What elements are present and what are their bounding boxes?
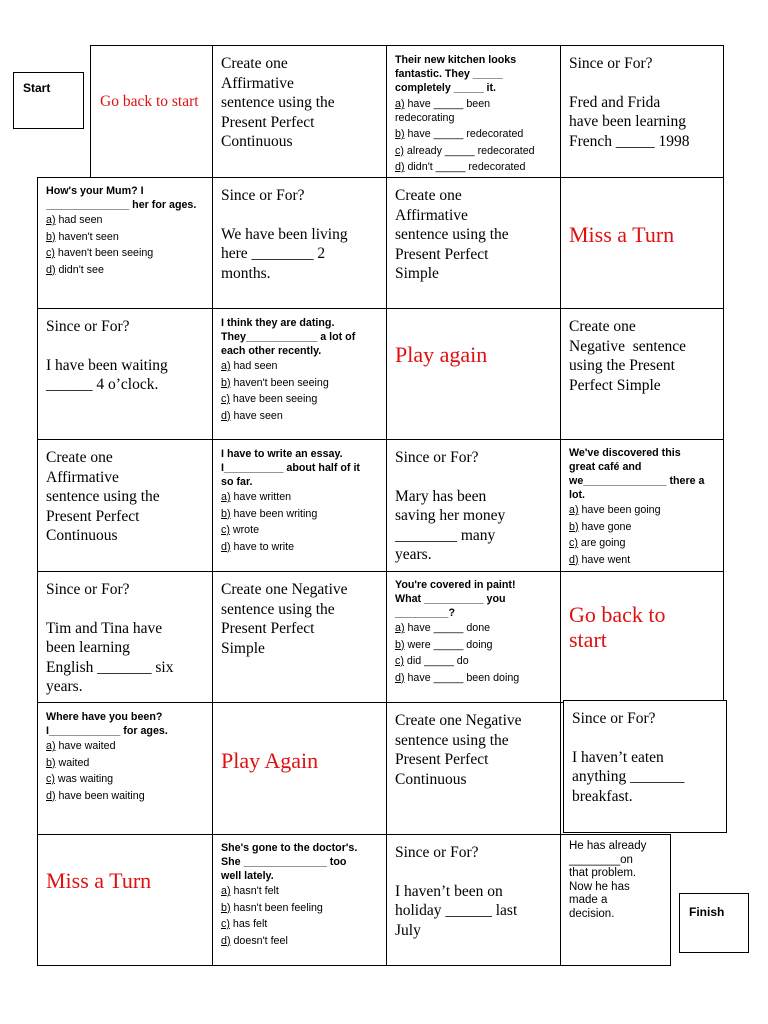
question-text: She's gone to the doctor's. She ______________ too well lately.: [221, 842, 358, 882]
text-line: ______ 4 o’clock.: [46, 376, 159, 393]
question-text: I think they are dating. They____________ a lot of each other recently.: [221, 317, 356, 357]
text-line: Present Perfect: [221, 113, 315, 131]
text-line: using the Present: [569, 357, 675, 374]
option: b) hasn't been feeling: [221, 901, 323, 914]
text-line: Now he has: [569, 880, 630, 893]
square-label: Miss a Turn: [569, 222, 675, 247]
text-line: English _______ six: [46, 658, 174, 676]
text-line: Simple: [221, 639, 265, 657]
square-miss-a-turn: [560, 177, 724, 309]
text-line: breakfast.: [572, 787, 633, 805]
text-line: We have been living: [221, 225, 348, 243]
option: a) had seen: [46, 214, 103, 226]
text-line: been learning: [46, 639, 130, 656]
option: a) have waited: [46, 740, 116, 752]
square-multiple-choice: [212, 439, 387, 572]
square-since-or-for: [37, 571, 213, 703]
text-line: sentence using the: [395, 731, 509, 749]
text-line: decision.: [569, 907, 615, 920]
text-line: Present Perfect: [395, 245, 489, 263]
square-title: Since or For?: [46, 581, 130, 598]
option: a) have been going: [569, 504, 661, 516]
square-play-again: [386, 308, 561, 440]
text-line: Create one Negative: [221, 581, 348, 598]
text-line: Create one Negative: [395, 712, 522, 729]
text-line: Continuous: [46, 527, 118, 544]
answer-options: [221, 358, 380, 424]
text-line: months.: [221, 264, 271, 282]
option: d) doesn't feel: [221, 934, 288, 947]
option: d) have been waiting: [46, 789, 145, 802]
finish-square: [679, 893, 749, 953]
option: d) have _____ been doing: [395, 671, 520, 684]
option: d) have seen: [221, 409, 283, 422]
square-multiple-choice: [386, 571, 561, 703]
square-create-sentence: [37, 439, 213, 572]
answer-options: [221, 883, 380, 949]
text-line: Present Perfect: [395, 751, 489, 768]
text-line: Perfect Simple: [569, 376, 661, 394]
square-create-sentence: [560, 308, 724, 440]
text-line: Affirmative: [221, 74, 294, 92]
square-multiple-choice: [560, 439, 724, 572]
text-line: that problem.: [569, 867, 637, 879]
square-title: Since or For?: [569, 55, 653, 72]
option: c) did _____ do: [395, 655, 469, 667]
finish-label: Finish: [689, 905, 725, 919]
text-line: Simple: [395, 265, 439, 282]
square-title: Since or For?: [395, 449, 479, 466]
answer-options: [46, 738, 206, 804]
square-create-sentence: [212, 45, 387, 178]
square-since-or-for: [37, 308, 213, 440]
question-text: You're covered in paint! What __________ you _________?: [395, 579, 516, 619]
text-line: I haven’t eaten: [572, 748, 664, 766]
text-line: made a: [569, 894, 608, 906]
text-line: Tim and Tina have: [46, 619, 163, 637]
option: c) wrote: [221, 524, 260, 536]
square-label: Go back to start: [569, 602, 666, 652]
option: c) haven't been seeing: [46, 247, 154, 259]
start-square: [13, 72, 84, 129]
text-line: Present Perfect: [46, 507, 140, 525]
option: d) have to write: [221, 540, 295, 553]
option: d) didn't see: [46, 263, 104, 276]
square-title: Since or For?: [572, 710, 656, 727]
text-line: Affirmative: [46, 468, 119, 486]
question-text: We've discovered this great café and we______________ there a lot.: [569, 447, 705, 501]
square-title: Since or For?: [395, 844, 479, 861]
text-line: anything _______: [572, 768, 685, 785]
text-line: Create one: [395, 187, 462, 204]
square-title: Since or For?: [221, 187, 305, 204]
square-multiple-choice: [212, 834, 387, 966]
text-line: ________ many: [395, 526, 496, 544]
square-since-or-for: [560, 45, 724, 178]
square-since-or-for: [563, 700, 727, 833]
text-line: Negative sentence: [569, 337, 687, 355]
text-line: I have been waiting: [46, 356, 168, 374]
text-line: sentence using the: [221, 94, 335, 111]
text-line: Fred and Frida: [569, 93, 661, 111]
square-label: Go back to start: [100, 93, 199, 110]
text-line: Mary has been: [395, 487, 487, 505]
text-line: sentence using the: [46, 488, 160, 505]
option: a) had seen: [221, 360, 278, 372]
text-line: I haven’t been on: [395, 882, 503, 900]
text-line: have been learning: [569, 113, 687, 130]
square-create-sentence: [386, 177, 561, 309]
square-since-or-for: [386, 439, 561, 572]
text-line: Continuous: [395, 770, 467, 788]
option: b) have been writing: [221, 507, 318, 520]
text-line: Affirmative: [395, 206, 468, 224]
square-go-back-to-start: [90, 45, 213, 178]
option: a) have _____ been: [395, 98, 491, 110]
option: b) have _____ redecorated: [395, 128, 524, 140]
text-line: years.: [46, 678, 83, 695]
text-line: Create one: [569, 318, 636, 335]
option: d) have went: [569, 553, 631, 566]
square-label: Play Again: [221, 748, 319, 773]
option: a) have _____ done: [395, 622, 491, 634]
option: b) waited: [46, 756, 90, 769]
text-line: years.: [395, 546, 432, 563]
option: c) already _____ redecorated: [395, 144, 535, 157]
question-text: I have to write an essay. I__________ about half of it so far.: [221, 448, 360, 488]
text-line: Create one: [221, 55, 288, 72]
text-line: Continuous: [221, 133, 293, 150]
text-line: French _____ 1998: [569, 132, 690, 150]
option: b) haven't been seeing: [221, 376, 329, 389]
text-line: here ________ 2: [221, 245, 326, 262]
option: a) hasn't felt: [221, 885, 279, 897]
square-multiple-choice: [212, 308, 387, 440]
square-label: Play again: [395, 342, 488, 367]
option: c) are going: [569, 537, 626, 549]
option-continued: redecorating: [395, 111, 455, 124]
text-line: saving her money: [395, 507, 506, 524]
square-multiple-choice: [37, 177, 213, 309]
square-create-sentence: [386, 702, 561, 835]
square-play-again: [212, 702, 387, 835]
answer-options: [395, 96, 554, 176]
option: a) have written: [221, 491, 292, 503]
option: c) have been seeing: [221, 393, 318, 405]
text-line: holiday ______ last: [395, 902, 518, 919]
start-label: Start: [23, 81, 51, 95]
answer-options: [221, 489, 380, 555]
text-line: sentence using the: [395, 226, 509, 243]
answer-options: [569, 502, 717, 568]
square-since-or-for: [212, 177, 387, 309]
question-text: Where have you been? I____________ for ages.: [46, 711, 168, 737]
square-open-question: [560, 834, 671, 966]
option: c) was waiting: [46, 773, 114, 785]
square-multiple-choice: [37, 702, 213, 835]
square-title: Since or For?: [46, 318, 130, 335]
text-line: Present Perfect: [221, 620, 315, 637]
option: b) have gone: [569, 520, 632, 533]
square-since-or-for: [386, 834, 561, 966]
text-line: ________on: [569, 853, 633, 866]
text-line: July: [395, 921, 421, 939]
square-miss-a-turn: [37, 834, 213, 966]
question-text: Their new kitchen looks fantastic. They _____ completely _____ it.: [395, 54, 517, 94]
square-multiple-choice: [386, 45, 561, 178]
answer-options: [395, 620, 554, 686]
text-line: Create one: [46, 449, 113, 466]
square-label: Miss a Turn: [46, 868, 152, 893]
option: b) were _____ doing: [395, 638, 493, 651]
text-line: He has already: [569, 840, 647, 852]
square-go-back-to-start: [560, 571, 724, 703]
option: d) didn't _____ redecorated: [395, 161, 526, 173]
square-create-sentence: [212, 571, 387, 703]
question-text: How's your Mum? I ______________ her for ages.: [46, 185, 197, 211]
answer-options: [46, 212, 206, 278]
option: c) has felt: [221, 918, 268, 930]
text-line: sentence using the: [221, 600, 335, 618]
option: b) haven't seen: [46, 230, 119, 243]
